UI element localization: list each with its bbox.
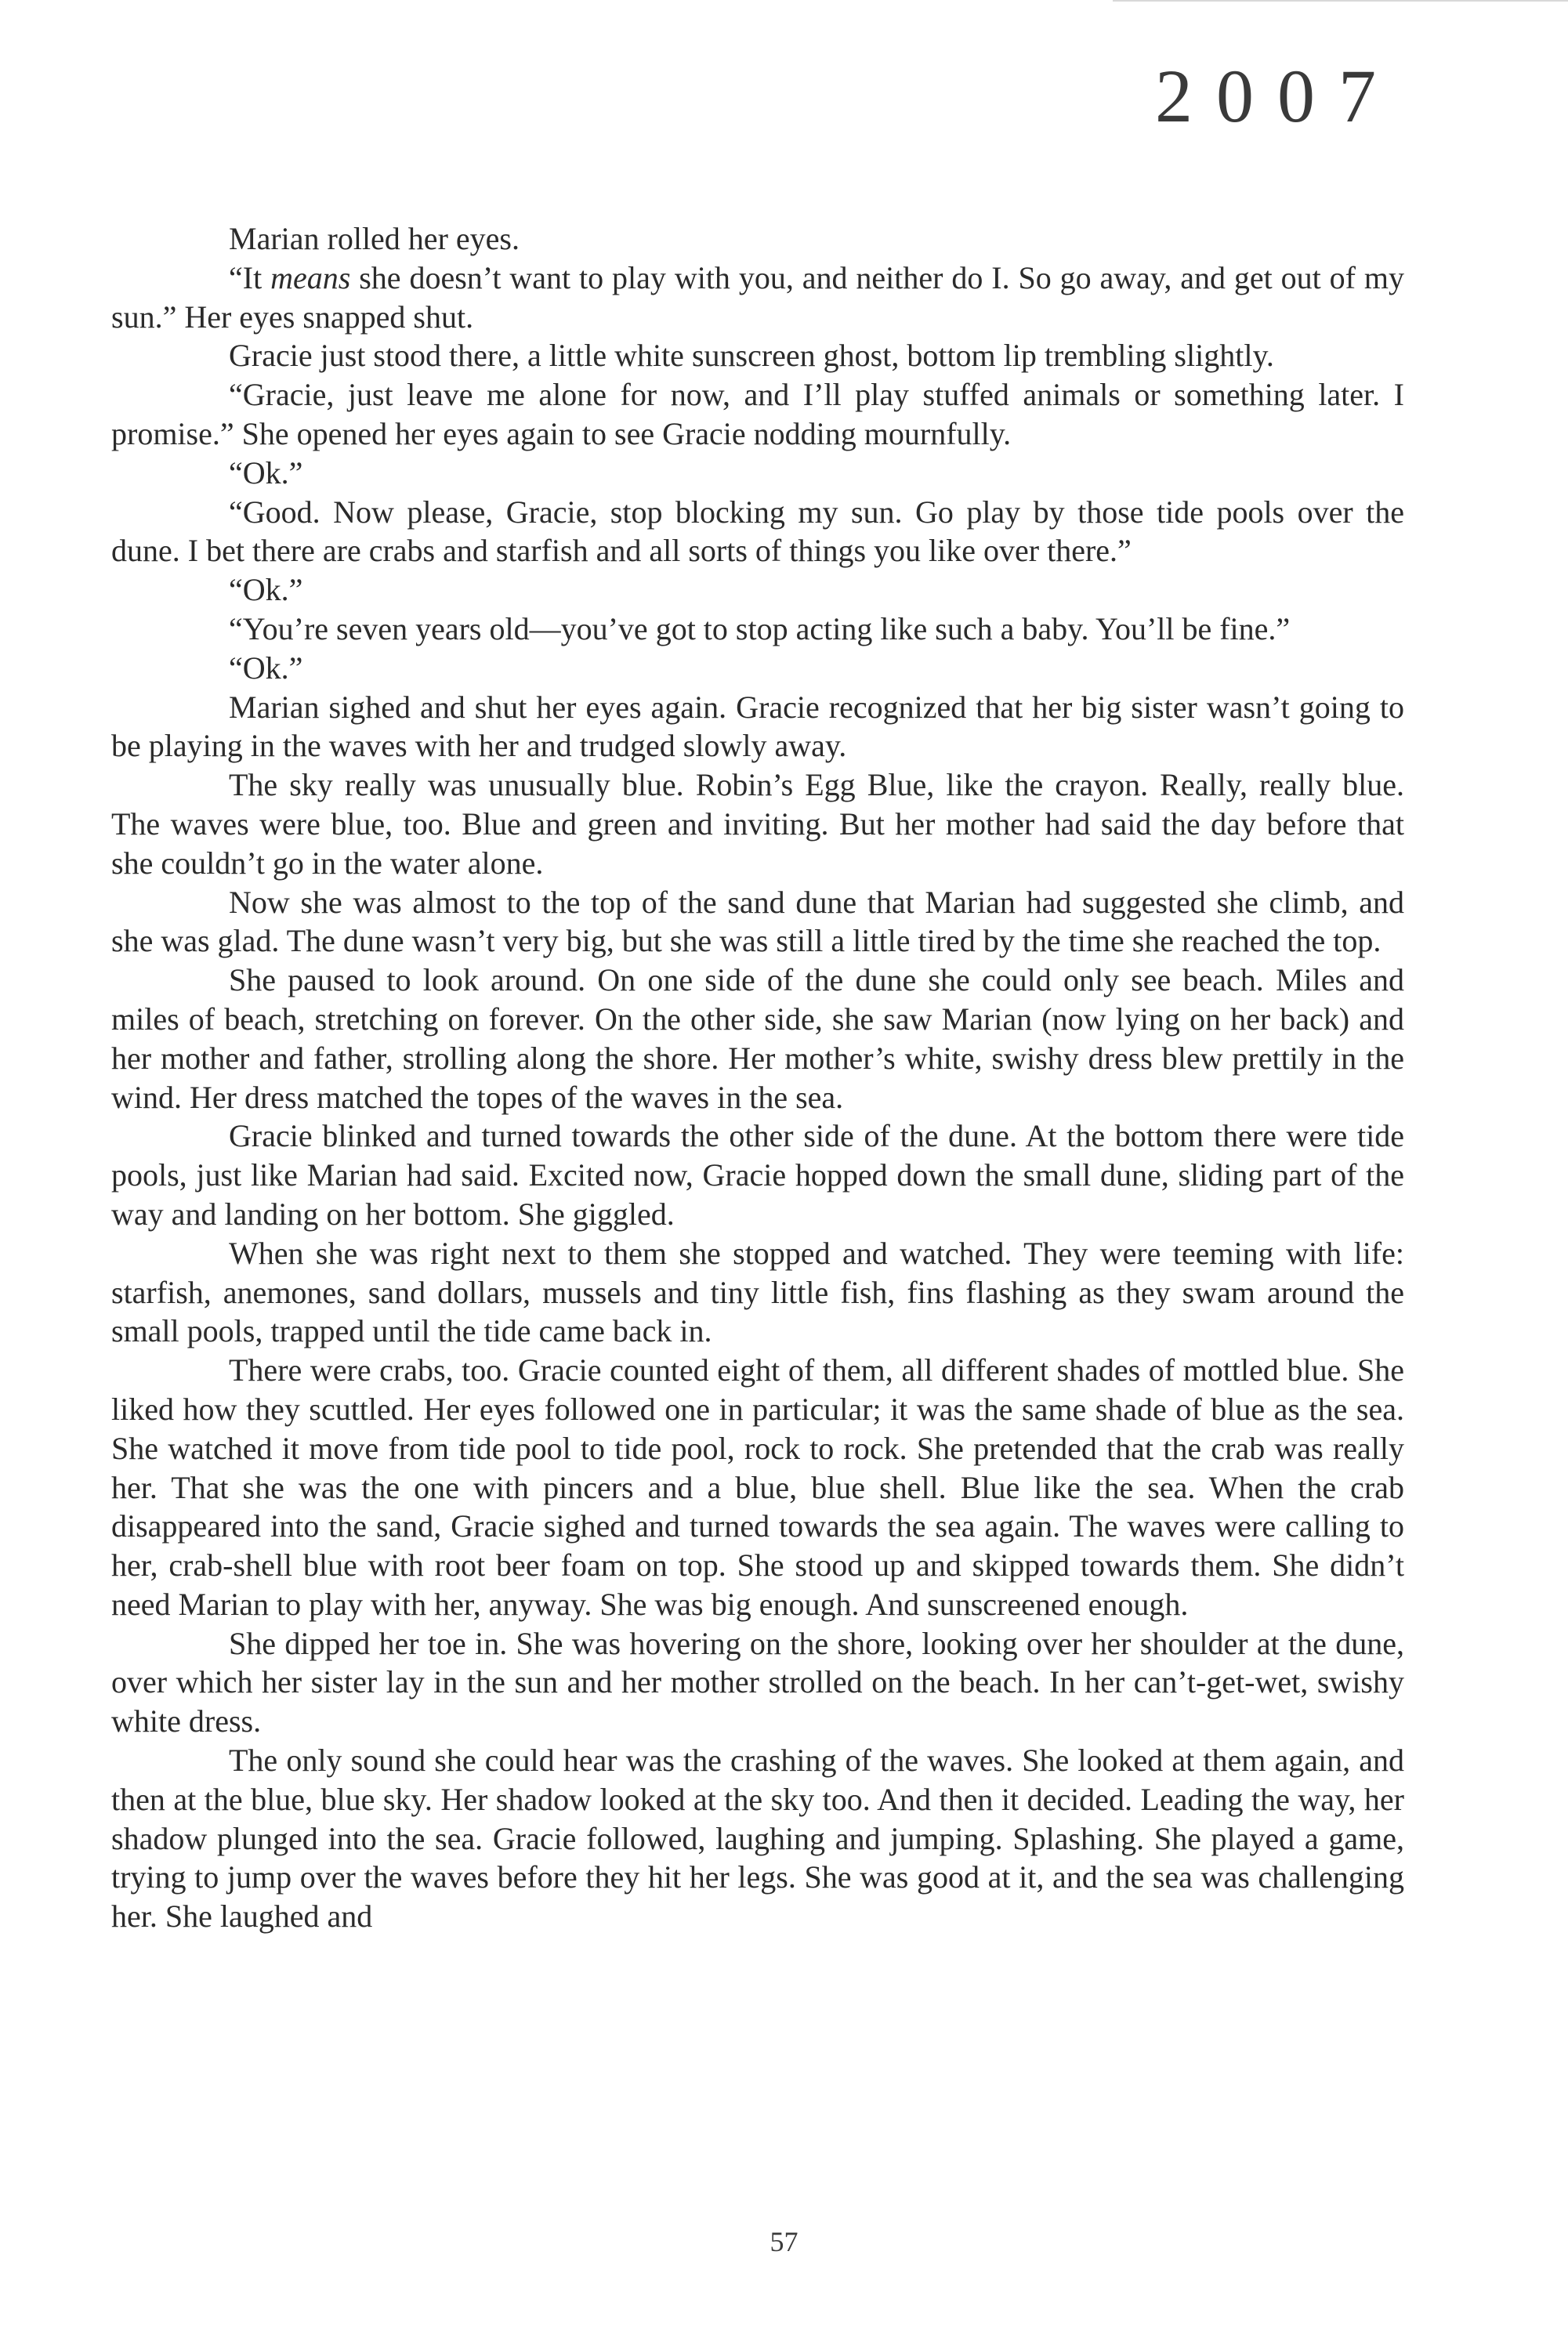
paragraph: Gracie blinked and turned towards the other side of the dune. At the bottom there were tide pools, just like Marian had said. Excited now, Gracie hopped down the small dune, sliding part of the way and landing on her bottom. She giggled. <box>111 1118 1404 1232</box>
paragraph: Marian rolled her eyes. <box>229 221 520 256</box>
paragraph: She paused to look around. On one side of the dune she could only see beach. Miles and miles of beach, stretching on forever. On the other side, she saw Marian (now lying on her back) and her mother and father, strolling along the shore. Her mother’s white, swishy dress blew prettily in the wind. Her dress matched the topes of the waves in the sea. <box>111 962 1404 1115</box>
paragraph: “Ok.” <box>229 572 303 608</box>
paragraph: “Good. Now please, Gracie, stop blocking my sun. Go play by those tide pools over the dune. I bet there are crabs and starfish and all sorts of things you like over there.” <box>111 494 1404 569</box>
paragraph: The sky really was unusually blue. Robin’s Egg Blue, like the crayon. Really, really blue. The waves were blue, too. Blue and green and inviting. But her mother had said the day before that she couldn’t go in the water alone. <box>111 767 1404 881</box>
paragraph: There were crabs, too. Gracie counted eight of them, all different shades of mottled blue. She liked how they scuttled. Her eyes followed one in particular; it was the same shade of blue as the sea. She watched it move from tide pool to tide pool, rock to rock. She pretended that the crab was really her. That she was the one with pincers and a blue, blue shell. Blue like the sea. When the crab disappeared into the sand, Gracie sighed and turned towards the sea again. The waves were calling to her, crab-shell blue with root beer foam on top. She stood up and skipped towards them. She didn’t need Marian to play with her, anyway. She was big enough. And sunscreened enough. <box>111 1352 1404 1622</box>
paragraph: “You’re seven years old—you’ve got to stop acting like such a baby. You’ll be fine.” <box>229 610 1291 646</box>
paragraph: “Ok.” <box>229 650 303 686</box>
top-rule <box>1113 0 1568 2</box>
paragraph: “Gracie, just leave me alone for now, and I’ll play stuffed animals or something later. I promise.” She opened her eyes again to see Gracie nodding mournfully. <box>111 377 1404 451</box>
paragraph: Now she was almost to the top of the sand dune that Marian had suggested she climb, and she was glad. The dune wasn’t very big, but she was still a little tired by the time she reached the top. <box>111 884 1404 959</box>
paragraph: She dipped her toe in. She was hovering on the shore, looking over her shoulder at the dune, over which her sister lay in the sun and her mother strolled on the beach. In her can’t-get-wet, swishy white dress. <box>111 1625 1404 1739</box>
paragraph: Marian sighed and shut her eyes again. Gracie recognized that her big sister wasn’t going to be playing in the waves with her and trudged slowly away. <box>111 689 1404 764</box>
page-header-year: 2007 <box>1155 54 1400 138</box>
paragraph <box>111 259 1404 337</box>
paragraph: When she was right next to them she stopped and watched. They were teeming with life: starfish, anemones, sand dollars, mussels and tiny little fish, fins flashing as they swam around the small pools, trapped until the tide came back in. <box>111 1235 1404 1349</box>
paragraph: Gracie just stood there, a little white sunscreen ghost, bottom lip trembling slightly. <box>229 338 1274 374</box>
paragraph: “Ok.” <box>229 454 303 490</box>
paragraph-text: “It <box>229 259 271 295</box>
body-text <box>111 219 1404 1936</box>
paragraph: The only sound she could hear was the crashing of the waves. She looked at them again, and then at the blue, blue sky. Her shadow looked at the sky too. And then it decided. Leading the way, her shadow plunged into the sea. Gracie followed, laughing and jumping. Splashing. She played a game, trying to jump over the waves before they hit her legs. She was good at it, and the sea was challenging her. She laughed and <box>111 1743 1404 1935</box>
paragraph-text: she doesn’t want to play with you, and neither do I. So go away, and get out of my sun.” Her eyes snapped shut. <box>111 259 1404 335</box>
emphasized-word: means <box>270 259 351 295</box>
page-number: 57 <box>770 2226 798 2257</box>
